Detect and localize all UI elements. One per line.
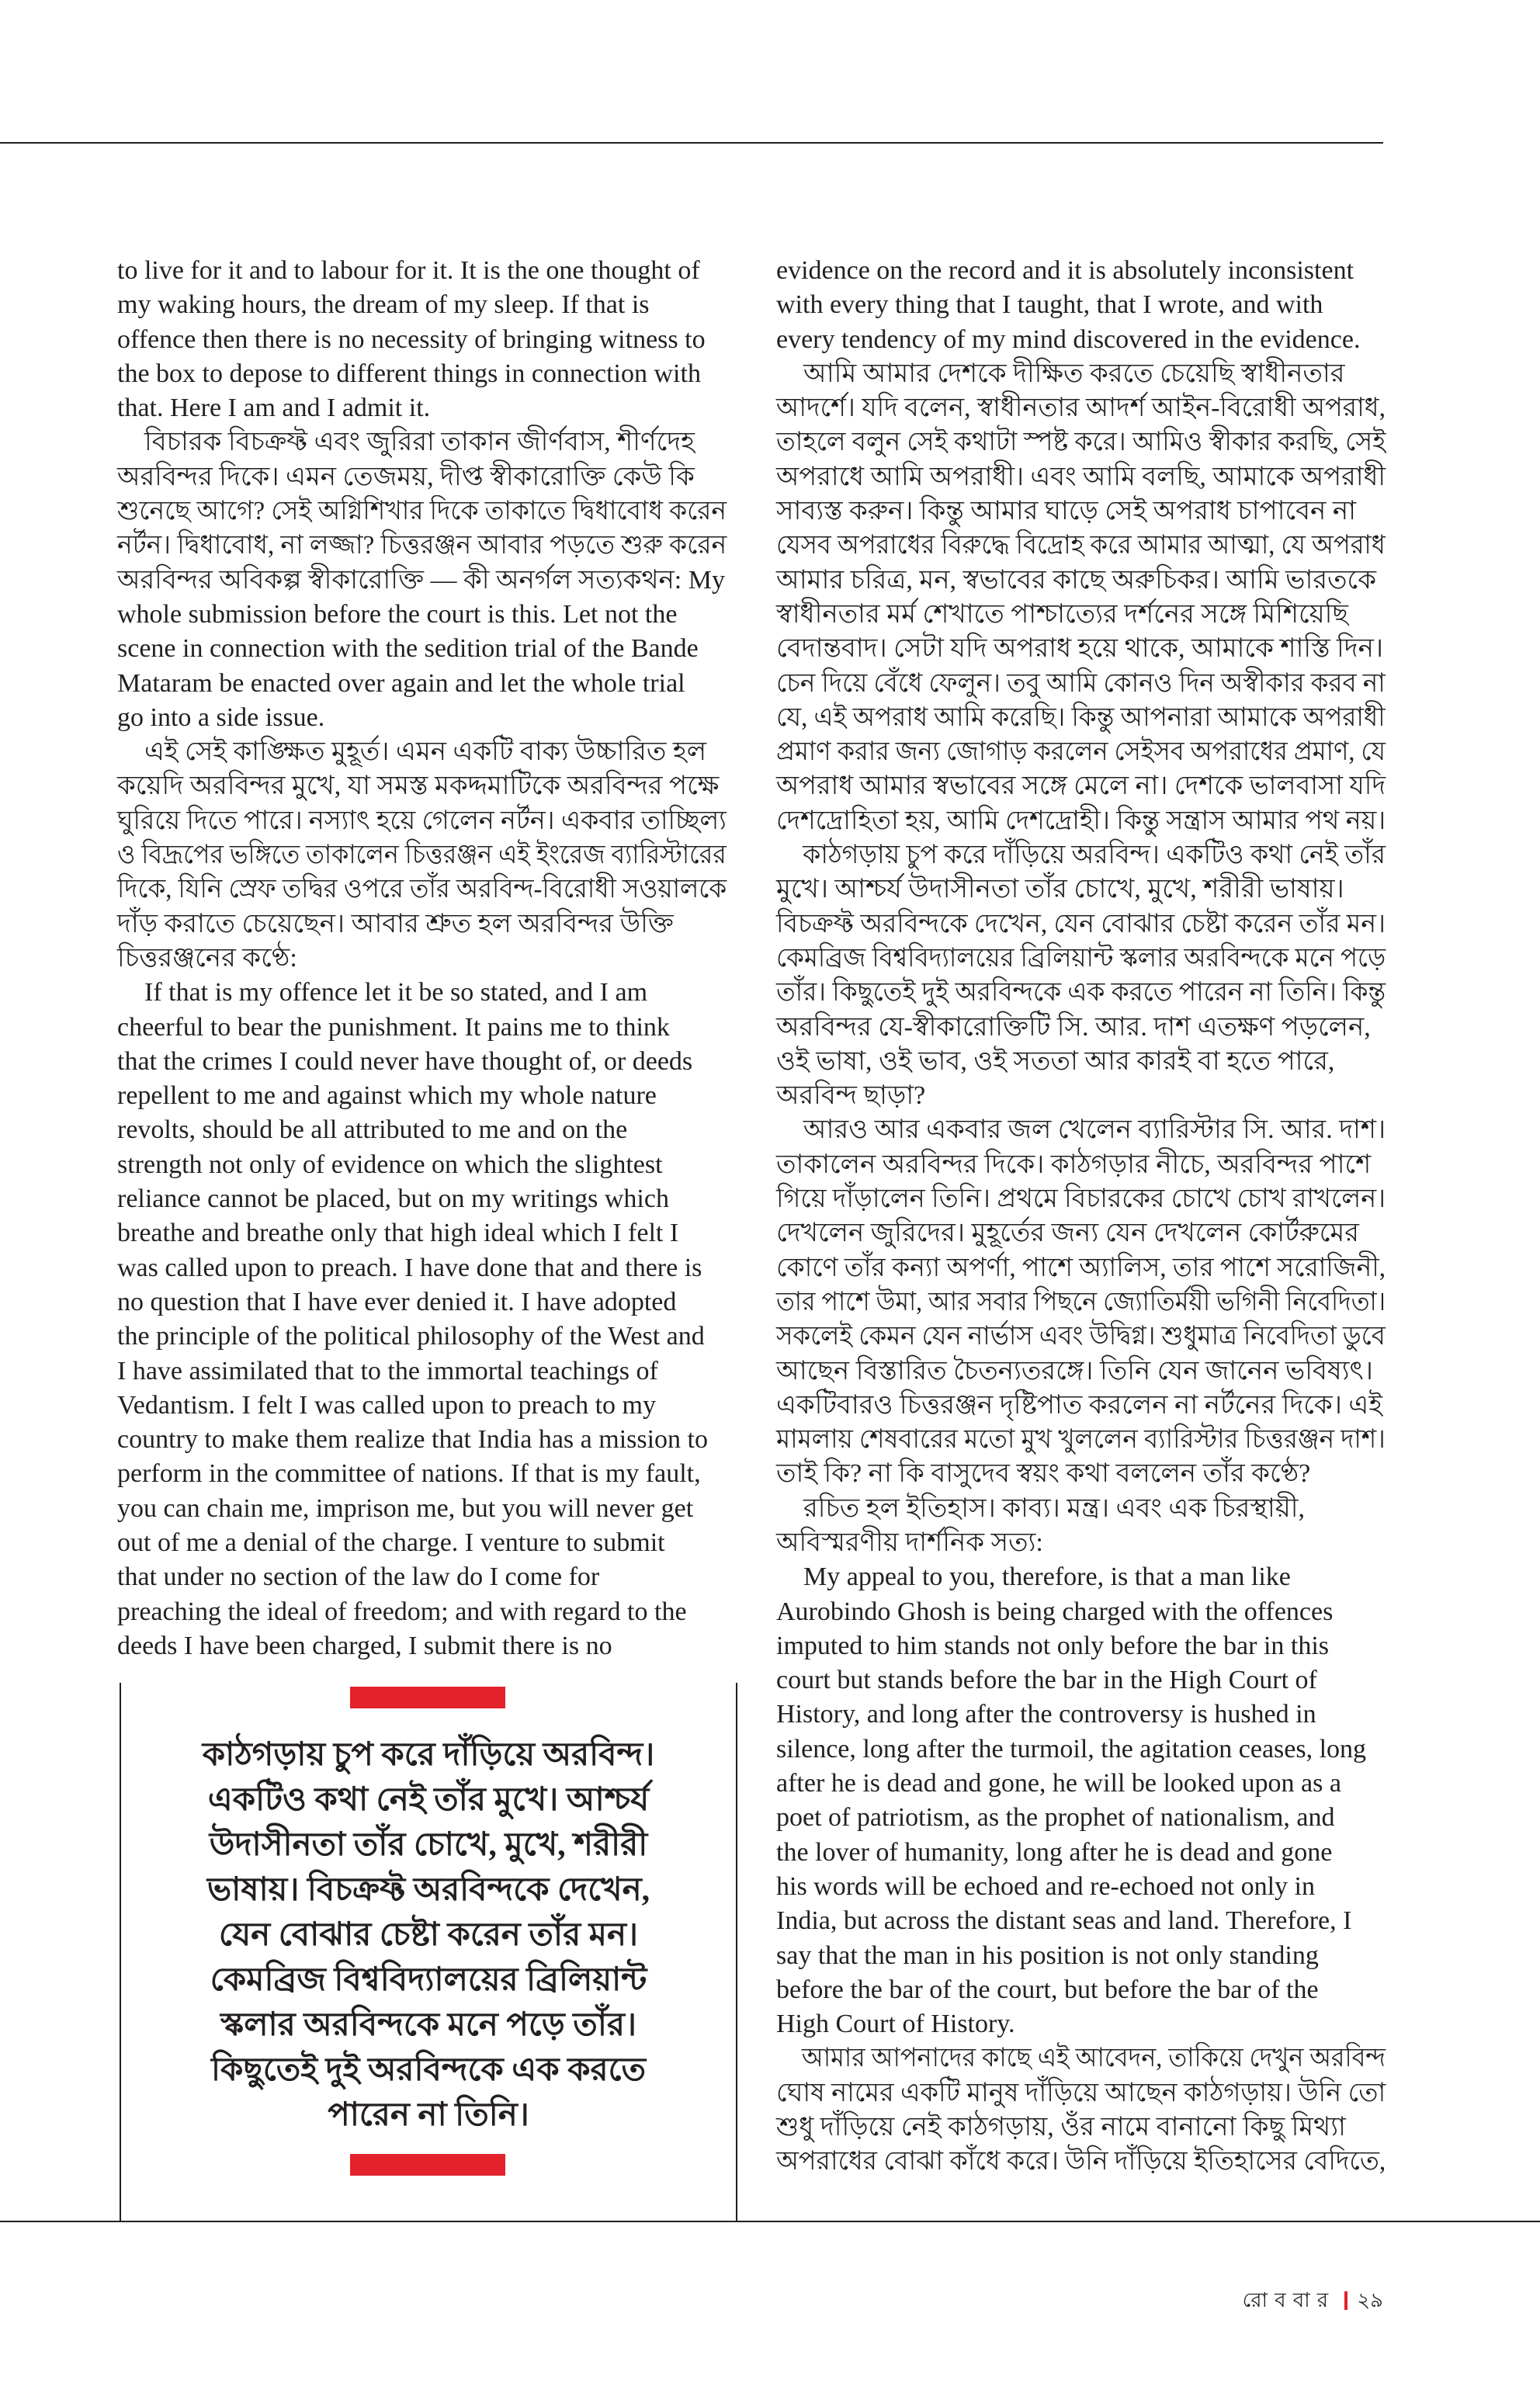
text-line: যে, এই অপরাধ আমি করেছি। কিন্তু আপনারা আমাকে অপরাধী <box>776 702 1386 732</box>
text-line: অবিস্মরণীয় দার্শনিক সত্য: <box>776 1528 1043 1557</box>
text-line: তাই কি? না কি বাসুদেব স্বয়ং কথা বললেন তাঁর কণ্ঠে? <box>776 1459 1311 1489</box>
paragraph <box>776 1560 1386 2041</box>
text-line: তাহলে বলুন সেই কথাটা স্পষ্ট করে। আমিও স্বীকার করছি, সেই <box>776 428 1386 457</box>
text-line: imputed to him stands not only before the bar in this <box>776 1631 1330 1660</box>
text-line: that the crimes I could never have thought of, or deeds <box>117 1046 693 1076</box>
text-line: গিয়ে দাঁড়ালেন তিনি। প্রথমে বিচারকের চোখে চোখ রাখলেন। <box>776 1184 1386 1214</box>
text-line: offence then there is no necessity of bringing witness to <box>117 324 706 354</box>
pull-quote <box>124 1732 733 2138</box>
text-line: my waking hours, the dream of my sleep. If that is <box>117 290 650 320</box>
text-line: scene in connection with the sedition trial of the Bande <box>117 634 699 664</box>
text-line: কেমব্রিজ বিশ্ববিদ্যালয়ের ব্রিলিয়ান্ট স্কলার অরবিন্দকে মনে পড়ে <box>776 943 1386 973</box>
bottom-rule <box>0 2221 1540 2222</box>
text-line: say that the man in his position is not only standing <box>776 1940 1319 1970</box>
text-line: Vedantism. I felt I was called upon to preach to my <box>117 1390 656 1420</box>
text-line: অরবিন্দর যে-স্বীকারোক্তিটি সি. আর. দাশ এতক্ষণ পড়লেন, <box>776 1012 1371 1042</box>
text-line: কাঠগড়ায় চুপ করে দাঁড়িয়ে অরবিন্দ। একটিও কথা নেই তাঁর <box>803 841 1386 870</box>
paragraph <box>776 1492 1386 1561</box>
text-line: দেখলেন জুরিদের। মুহূর্তের জন্য যেন দেখলেন কোর্টরুমের <box>776 1219 1359 1248</box>
text-line: I have assimilated that to the immortal teachings of <box>117 1356 658 1386</box>
text-line: মামলায় শেষবারের মতো মুখ খুললেন ব্যারিস্টার চিত্তরঞ্জন দাশ। <box>776 1425 1386 1455</box>
text-line: Mataram be enacted over again and let the whole trial <box>117 668 685 698</box>
text-line: India, but across the distant seas and land. Therefore, I <box>776 1906 1352 1936</box>
pull-quote-line: একটিও কথা নেই তাঁর মুখে। আশ্চর্য <box>207 1782 650 1818</box>
pull-quote-line: ভাষায়। বিচক্রফ্ট অরবিন্দকে দেখেন, <box>206 1872 650 1908</box>
text-line: evidence on the record and it is absolutely inconsistent <box>776 256 1354 285</box>
text-line: আমার চরিত্র, মন, স্বভাবের কাছে অরুচিকর। আমি ভারতকে <box>776 565 1376 595</box>
text-line: অপরাধের বোঝা কাঁধে করে। উনি দাঁড়িয়ে ইতিহাসের বেদিতে, <box>776 2147 1386 2176</box>
text-line: আরও আর একবার জল খেলেন ব্যারিস্টার সি. আর. দাশ। <box>803 1115 1386 1145</box>
paragraph <box>117 735 727 976</box>
footer-magazine-name: রোববার <box>1242 2289 1336 2311</box>
pull-quote-line: কাঠগড়ায় চুপ করে দাঁড়িয়ে অরবিন্দ। <box>202 1737 655 1773</box>
text-line: was called upon to preach. I have done that and there is <box>117 1253 702 1282</box>
text-line: High Court of History. <box>776 2010 1015 2039</box>
text-line: তাকালেন অরবিন্দর দিকে। কাঠগড়ার নীচে, অরবিন্দর পাশে <box>776 1150 1372 1179</box>
paragraph <box>117 254 727 425</box>
text-line: before the bar of the court, but before the bar of the <box>776 1975 1319 2004</box>
text-line: প্রমাণ করার জন্য জোগাড় করলেন সেইসব অপরাধের প্রমাণ, যে <box>776 737 1386 767</box>
text-line: every tendency of my mind discovered in the evidence. <box>776 324 1361 354</box>
pull-quote-top-accent-bar <box>350 1687 505 1708</box>
text-line: রচিত হল ইতিহাস। কাব্য। মন্ত্র। এবং এক চিরস্থায়ী, <box>803 1493 1305 1523</box>
text-line: to live for it and to labour for it. It is the one thought of <box>117 256 700 285</box>
text-line: নর্টন। দ্বিধাবোধ, না লজ্জা? চিত্তরঞ্জন আবার পড়তে শুরু করেন <box>117 531 727 560</box>
text-line: Aurobindo Ghosh is being charged with the offences <box>776 1597 1334 1626</box>
footer-page-number: ২৯ <box>1357 2289 1383 2311</box>
text-line: অপরাধে আমি অপরাধী। এবং আমি বলছি, আমাকে অপরাধী <box>776 462 1386 491</box>
text-line: বিচক্রফ্ট অরবিন্দকে দেখেন, যেন বোঝার চেষ্টা করেন তাঁর মন। <box>776 909 1386 938</box>
right-column <box>776 254 1386 2180</box>
page-footer <box>1243 2286 1383 2315</box>
text-line: অরবিন্দর অবিকল্প স্বীকারোক্তি — কী অনর্গল সত্যকথন: My <box>117 565 725 595</box>
pull-quote-line: যেন বোঝার চেষ্টা করেন তাঁর মন। <box>218 1917 639 1953</box>
pull-quote-line: পারেন না তিনি। <box>328 2097 529 2133</box>
text-line: কয়েদি অরবিন্দর মুখে, যা সমস্ত মকদ্দমাটিকে অরবিন্দর পক্ষে <box>117 772 720 801</box>
text-line: স্বাধীনতার মর্ম শেখাতে পাশ্চাত্যের দর্শনের সঙ্গে মিশিয়েছি <box>776 599 1349 629</box>
text-line: একটিবারও চিত্তরঞ্জন দৃষ্টিপাত করলেন না নর্টনের দিকে। এই <box>776 1390 1382 1420</box>
text-line: after he is dead and gone, he will be looked upon as a <box>776 1769 1341 1798</box>
text-line: এই সেই কাঙ্ক্ষিত মুহূর্ত। এমন একটি বাক্য উচ্চারিত হল <box>144 737 707 767</box>
text-line: court but stands before the bar in the High Court of <box>776 1666 1317 1695</box>
text-line: no question that I have ever denied it. I have adopted <box>117 1287 677 1316</box>
text-line: History, and long after the controversy is hushed in <box>776 1700 1316 1729</box>
text-line: সকলেই কেমন যেন নার্ভাস এবং উদ্বিগ্ন। শুধুমাত্র নিবেদিতা ডুবে <box>776 1322 1386 1351</box>
top-rule <box>0 142 1383 144</box>
text-line: My appeal to you, therefore, is that a man like <box>803 1562 1291 1592</box>
text-line: perform in the committee of nations. If that is my fault, <box>117 1459 701 1489</box>
text-line: the principle of the political philosophy of the West and <box>117 1322 705 1351</box>
text-line: repellent to me and against which my whole nature <box>117 1081 657 1111</box>
text-line: আছেন বিস্তারিত চৈতন্যতরঙ্গে। তিনি যেন জানেন ভবিষ্যৎ। <box>776 1356 1373 1386</box>
text-line: ঘোষ নামের একটি মানুষ দাঁড়িয়ে আছেন কাঠগড়ায়। উনি তো <box>776 2078 1386 2107</box>
paragraph <box>776 254 1386 357</box>
pull-quote-line: কেমব্রিজ বিশ্ববিদ্যালয়ের ব্রিলিয়ান্ট <box>210 1962 647 1998</box>
text-line: মুখে। আশ্চর্য উদাসীনতা তাঁর চোখে, মুখে, শরীরী ভাষায়। <box>776 875 1344 904</box>
text-line: ওই ভাষা, ওই ভাব, ওই সততা আর কারই বা হতে পারে, <box>776 1046 1335 1076</box>
text-line: out of me a denial of the charge. I venture to submit <box>117 1528 665 1557</box>
text-line: আমার আপনাদের কাছে এই আবেদন, তাকিয়ে দেখুন অরবিন্দ <box>801 2044 1386 2073</box>
pull-quote-line: উদাসীনতা তাঁর চোখে, মুখে, শরীরী <box>209 1827 648 1863</box>
text-line: strength not only of evidence on which the slightest <box>117 1150 663 1179</box>
text-line: go into a side issue. <box>117 702 325 732</box>
text-line: country to make them realize that India has a mission to <box>117 1425 708 1455</box>
paragraph <box>776 357 1386 838</box>
text-line: দেশদ্রোহিতা হয়, আমি দেশদ্রোহী। কিন্তু সন্ত্রাস আমার পথ নয়। <box>776 806 1386 835</box>
text-line: revolts, should be all attributed to me and on the <box>117 1115 628 1145</box>
text-line: অরবিন্দর দিকে। এমন তেজময়, দীপ্ত স্বীকারোক্তি কেউ কি <box>117 462 695 491</box>
pull-quote-left-rule <box>120 1683 121 2221</box>
text-line: If that is my offence let it be so stated, and I am <box>144 978 648 1007</box>
pull-quote-line: কিছুতেই দুই অরবিন্দকে এক করতে <box>210 2052 647 2088</box>
text-line: বেদান্তবাদ। সেটা যদি অপরাধ হয়ে থাকে, আমাকে শাস্তি দিন। <box>776 634 1384 664</box>
text-line: অপরাধ আমার স্বভাবের সঙ্গে মেলে না। দেশকে ভালবাসা যদি <box>776 772 1386 801</box>
text-line: ও বিদ্রূপের ভঙ্গিতে তাকালেন চিত্তরঞ্জন এই ইংরেজ ব্যারিস্টারের <box>117 841 727 870</box>
text-line: you can chain me, imprison me, but you will never get <box>117 1493 694 1523</box>
pull-quote-bottom-accent-bar <box>350 2154 505 2176</box>
text-line: with every thing that I taught, that I wrote, and with <box>776 290 1323 320</box>
footer-separator <box>1344 2291 1348 2310</box>
text-line: সাব্যস্ত করুন। কিন্তু আমার ঘাড়ে সেই অপরাধ চাপাবেন না <box>776 497 1356 526</box>
text-line: silence, long after the turmoil, the agitation ceases, long <box>776 1734 1367 1764</box>
paragraph <box>776 838 1386 1113</box>
left-column <box>117 254 727 1663</box>
text-line: cheerful to bear the punishment. It pains me to think <box>117 1012 670 1042</box>
text-line: the lover of humanity, long after he is dead and gone <box>776 1837 1333 1867</box>
text-line: চেন দিয়ে বেঁধে ফেলুন। তবু আমি কোনও দিন অস্বীকার করব না <box>776 668 1386 698</box>
paragraph <box>117 976 727 1663</box>
text-line: breathe and breathe only that high ideal which I felt I <box>117 1219 679 1248</box>
text-line: দিকে, যিনি স্রেফ তদ্বির ওপরে তাঁর অরবিন্দ-বিরোধী সওয়ালকে <box>117 875 727 904</box>
pull-quote-line: স্কলার অরবিন্দকে মনে পড়ে তাঁর। <box>220 2007 637 2043</box>
text-line: আদর্শে। যদি বলেন, স্বাধীনতার আদর্শ আইন-বিরোধী অপরাধ, <box>776 394 1386 423</box>
text-line: preaching the ideal of freedom; and with regard to the <box>117 1597 687 1626</box>
text-line: চিত্তরঞ্জনের কণ্ঠে: <box>117 943 297 973</box>
text-line: whole submission before the court is this. Let not the <box>117 599 678 629</box>
text-line: যেসব অপরাধের বিরুদ্ধে বিদ্রোহ করে আমার আত্মা, যে অপরাধ <box>776 531 1386 560</box>
text-line: তার পাশে উমা, আর সবার পিছনে জ্যোতির্ময়ী ভগিনী নিবেদিতা। <box>776 1287 1386 1316</box>
text-line: his words will be echoed and re-echoed not only in <box>776 1871 1315 1901</box>
text-line: কোণে তাঁর কন্যা অপর্ণা, পাশে অ্যালিস, তার পাশে সরোজিনী, <box>776 1253 1386 1282</box>
text-line: বিচারক বিচক্রফ্ট এবং জুরিরা তাকান জীর্ণবাস, শীর্ণদেহ <box>144 428 695 457</box>
text-line: that. Here I am and I admit it. <box>117 394 431 423</box>
text-line: তাঁর। কিছুতেই দুই অরবিন্দকে এক করতে পারেন না তিনি। কিন্তু <box>776 978 1386 1007</box>
column-divider-rule <box>736 1683 737 2221</box>
text-line: অরবিন্দ ছাড়া? <box>776 1081 926 1111</box>
paragraph <box>117 425 727 735</box>
text-line: poet of patriotism, as the prophet of nationalism, and <box>776 1803 1335 1833</box>
text-line: the box to depose to different things in connection with <box>117 359 701 388</box>
paragraph <box>776 2041 1386 2179</box>
text-line: reliance cannot be placed, but on my writings which <box>117 1184 669 1214</box>
text-line: শুনেছে আগে? সেই অগ্নিশিখার দিকে তাকাতে দ্বিধাবোধ করেন <box>117 497 727 526</box>
text-line: দাঁড় করাতে চেয়েছেন। আবার শ্রুত হল অরবিন্দর উক্তি <box>117 909 674 938</box>
text-line: শুধু দাঁড়িয়ে নেই কাঠগড়ায়, ওঁর নামে বানানো কিছু মিথ্যা <box>776 2113 1346 2142</box>
text-line: that under no section of the law do I come for <box>117 1562 600 1592</box>
text-line: আমি আমার দেশকে দীক্ষিত করতে চেয়েছি স্বাধীনতার <box>803 359 1345 388</box>
paragraph <box>776 1113 1386 1491</box>
text-line: ঘুরিয়ে দিতে পারে। নস্যাৎ হয়ে গেলেন নর্টন। একবার তাচ্ছিল্য <box>117 806 727 835</box>
text-line: deeds I have been charged, I submit there is no <box>117 1631 612 1660</box>
